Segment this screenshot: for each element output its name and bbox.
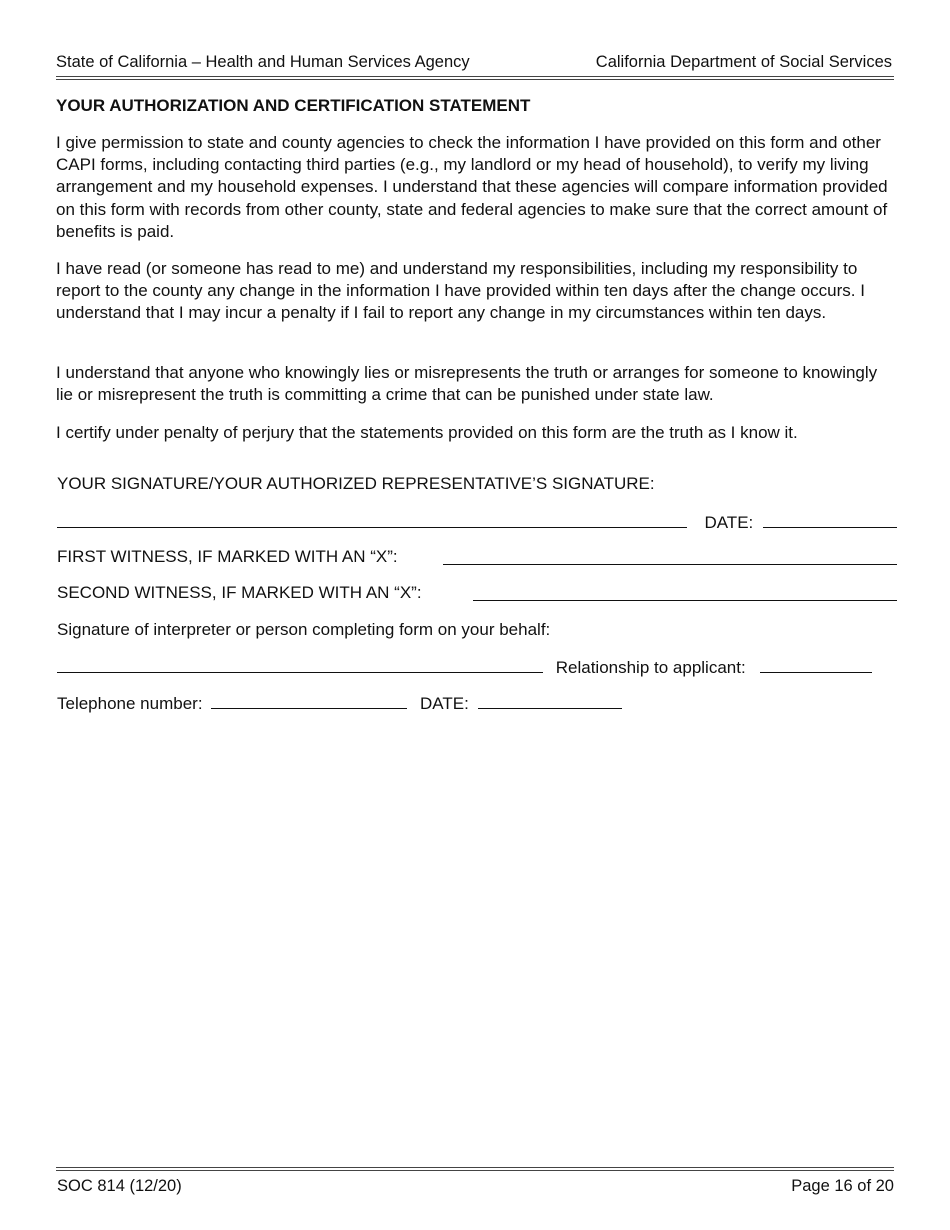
footer-rule-top <box>56 1167 894 1168</box>
page-header <box>56 52 892 72</box>
header-agency: State of California – Health and Human Services Agency <box>56 53 470 71</box>
interpreter-signature-field[interactable] <box>57 656 543 673</box>
signature-date-label: DATE: <box>704 513 754 532</box>
signature-label: YOUR SIGNATURE/YOUR AUTHORIZED REPRESENTATIVE’S SIGNATURE: <box>57 474 655 493</box>
form-id: SOC 814 (12/20) <box>57 1177 182 1195</box>
relationship-label: Relationship to applicant: <box>555 658 746 677</box>
signature-date-group <box>704 511 897 533</box>
page-footer <box>57 1176 894 1196</box>
misrepresentation-paragraph: I understand that anyone who knowingly lies or misrepresents the truth or arranges for someone to knowingly lie or misrepresent the truth is committing a crime that can be punished under state law. <box>56 363 878 405</box>
first-witness-row <box>57 547 897 567</box>
section-title: YOUR AUTHORIZATION AND CERTIFICATION STATEMENT <box>56 96 531 115</box>
header-rule-bottom <box>56 79 894 80</box>
telephone-date-label: DATE: <box>420 694 469 713</box>
second-witness-field[interactable] <box>473 584 897 601</box>
interpreter-row <box>57 656 897 678</box>
header-rule-top <box>56 76 894 77</box>
header-department: California Department of Social Services <box>595 53 892 71</box>
interpreter-label: Signature of interpreter or person completing form on your behalf: <box>57 620 551 639</box>
permission-paragraph: I give permission to state and county agencies to check the information I have provided on this form and other CAPI forms, including contacting third parties (e.g., my landlord or my head of household), to verify my living arrangement and my household expenses. I understand that these agencies will compare information provided on this form with records from other county, state and federal agencies to make sure that the correct amount of benefits is paid. <box>56 133 888 241</box>
telephone-label: Telephone number: <box>57 694 203 713</box>
telephone-row <box>57 692 897 714</box>
signature-date-field[interactable] <box>763 511 897 528</box>
perjury-paragraph: I certify under penalty of perjury that the statements provided on this form are the truth as I know it. <box>56 423 798 442</box>
page-number: Page 16 of 20 <box>791 1177 894 1195</box>
signature-field[interactable] <box>57 511 687 528</box>
responsibility-paragraph: I have read (or someone has read to me) and understand my responsibilities, including my responsibility to report to the county any change in the information I have provided within ten days after the change occurs. I understand that I may incur a penalty if I fail to report any change in my circumstances within ten days. <box>56 259 865 323</box>
telephone-date-field[interactable] <box>478 692 622 709</box>
relationship-field[interactable] <box>760 656 872 673</box>
footer-rule-bottom <box>56 1170 894 1171</box>
first-witness-label: FIRST WITNESS, IF MARKED WITH AN “X”: <box>57 547 398 566</box>
signature-row <box>57 511 897 533</box>
second-witness-label: SECOND WITNESS, IF MARKED WITH AN “X”: <box>57 583 422 602</box>
telephone-field[interactable] <box>211 692 407 709</box>
first-witness-field[interactable] <box>443 548 897 565</box>
second-witness-row <box>57 583 897 603</box>
